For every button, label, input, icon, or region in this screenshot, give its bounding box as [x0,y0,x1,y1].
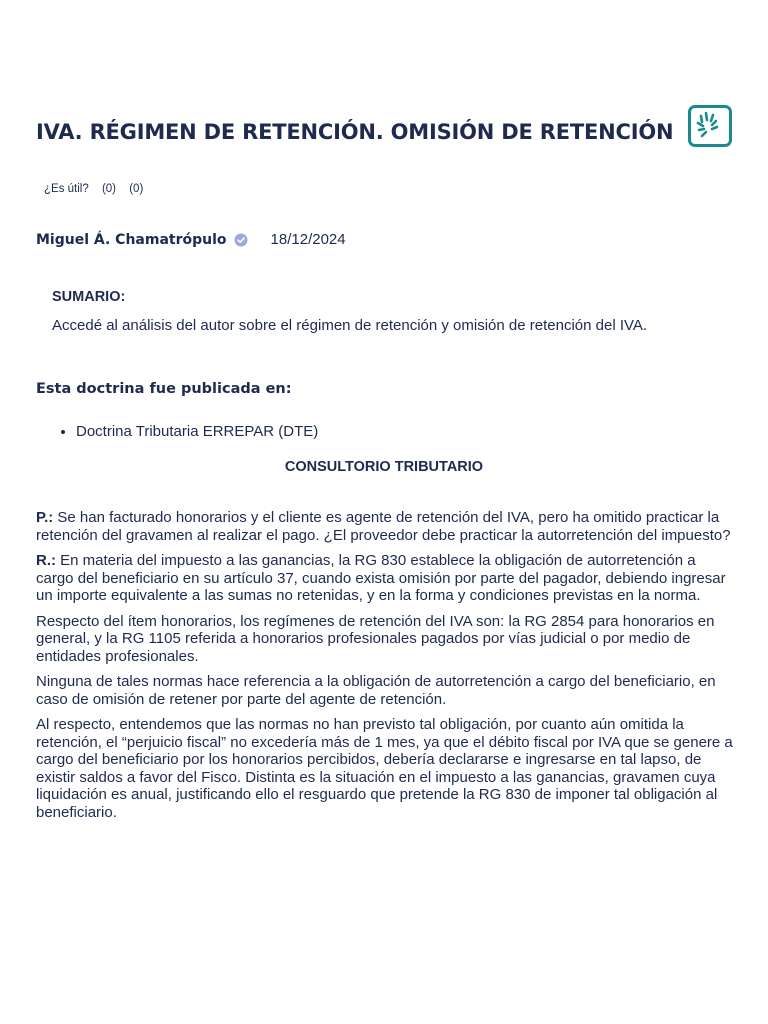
body-paragraph-4: Al respecto, entendemos que las normas no han previsto tal obligación, por cuanto aún omitida la retención, el “perjuicio fiscal” no excedería más de 1 mes, ya que el débito fiscal por IVA que se genere a cargo del beneficiario por los honorarios percibidos, debería declararse e ingresarse en tal lapso, de existir saldos a favor del Fisco. Distinta es la situación en el impuesto a las ganancias, gravamen cuya liquidación es anual, justificando ello el resguardo que pretende la RG 830 de imponer tal obligación al beneficiario. [36,716,733,821]
usefulness-feedback [44,183,153,195]
verified-check-icon [234,233,248,247]
answer-paragraph [36,552,736,605]
page-title: IVA. RÉGIMEN DE RETENCIÓN. OMISIÓN DE RETENCIÓN [36,120,674,145]
section-heading: CONSULTORIO TRIBUTARIO [284,459,484,475]
useful-yes-count[interactable]: (0) [101,183,117,195]
publication-heading: Esta doctrina fue publicada en: [36,381,292,397]
summary-text: Accedé al análisis del autor sobre el régimen de retención y omisión de retención del IVA. [52,317,648,334]
sparkle-logo-icon[interactable] [688,105,732,147]
useful-label: ¿Es útil? [44,183,89,195]
publish-date: 18/12/2024 [270,231,346,248]
question-text: Se han facturado honorarios y el cliente es agente de retención del IVA, pero ha omitido practicar la retención del gravamen al realizar el pago. ¿El proveedor debe practicar la autorretención del impuesto? [36,509,731,544]
body-paragraph-3: Ninguna de tales normas hace referencia a la obligación de autorretención a cargo del beneficiario, en caso de omisión de retener por parte del agente de retención. [36,673,716,708]
body-paragraph-2: Respecto del ítem honorarios, los regímenes de retención del IVA son: la RG 2854 para honorarios en general, y la RG 1105 referida a honorarios profesionales pagados por vías judicial o por medio de entidades profesionales. [36,612,715,665]
useful-no-count[interactable]: (0) [129,183,144,195]
byline [36,231,346,248]
author-name[interactable]: Miguel Á. Chamatrópulo [36,231,227,248]
publication-list [36,423,318,440]
question-paragraph [36,509,736,544]
answer-label: R.: [36,552,56,569]
sparkle-logo-graphic [691,108,729,144]
article-body [36,509,736,829]
summary-heading: SUMARIO: [52,289,126,305]
publication-item[interactable]: • Doctrina Tributaria ERREPAR (DTE) [76,423,318,440]
question-label: P.: [36,509,54,526]
answer-text: En materia del impuesto a las ganancias, la RG 830 establece la obligación de autorretención a cargo del beneficiario en su artículo 37, cuando exista omisión por parte del pagador, debiendo ingresar un importe equivalente a las sumas no retenidas, y en la forma y condiciones previstas en la norma. [36,552,726,604]
